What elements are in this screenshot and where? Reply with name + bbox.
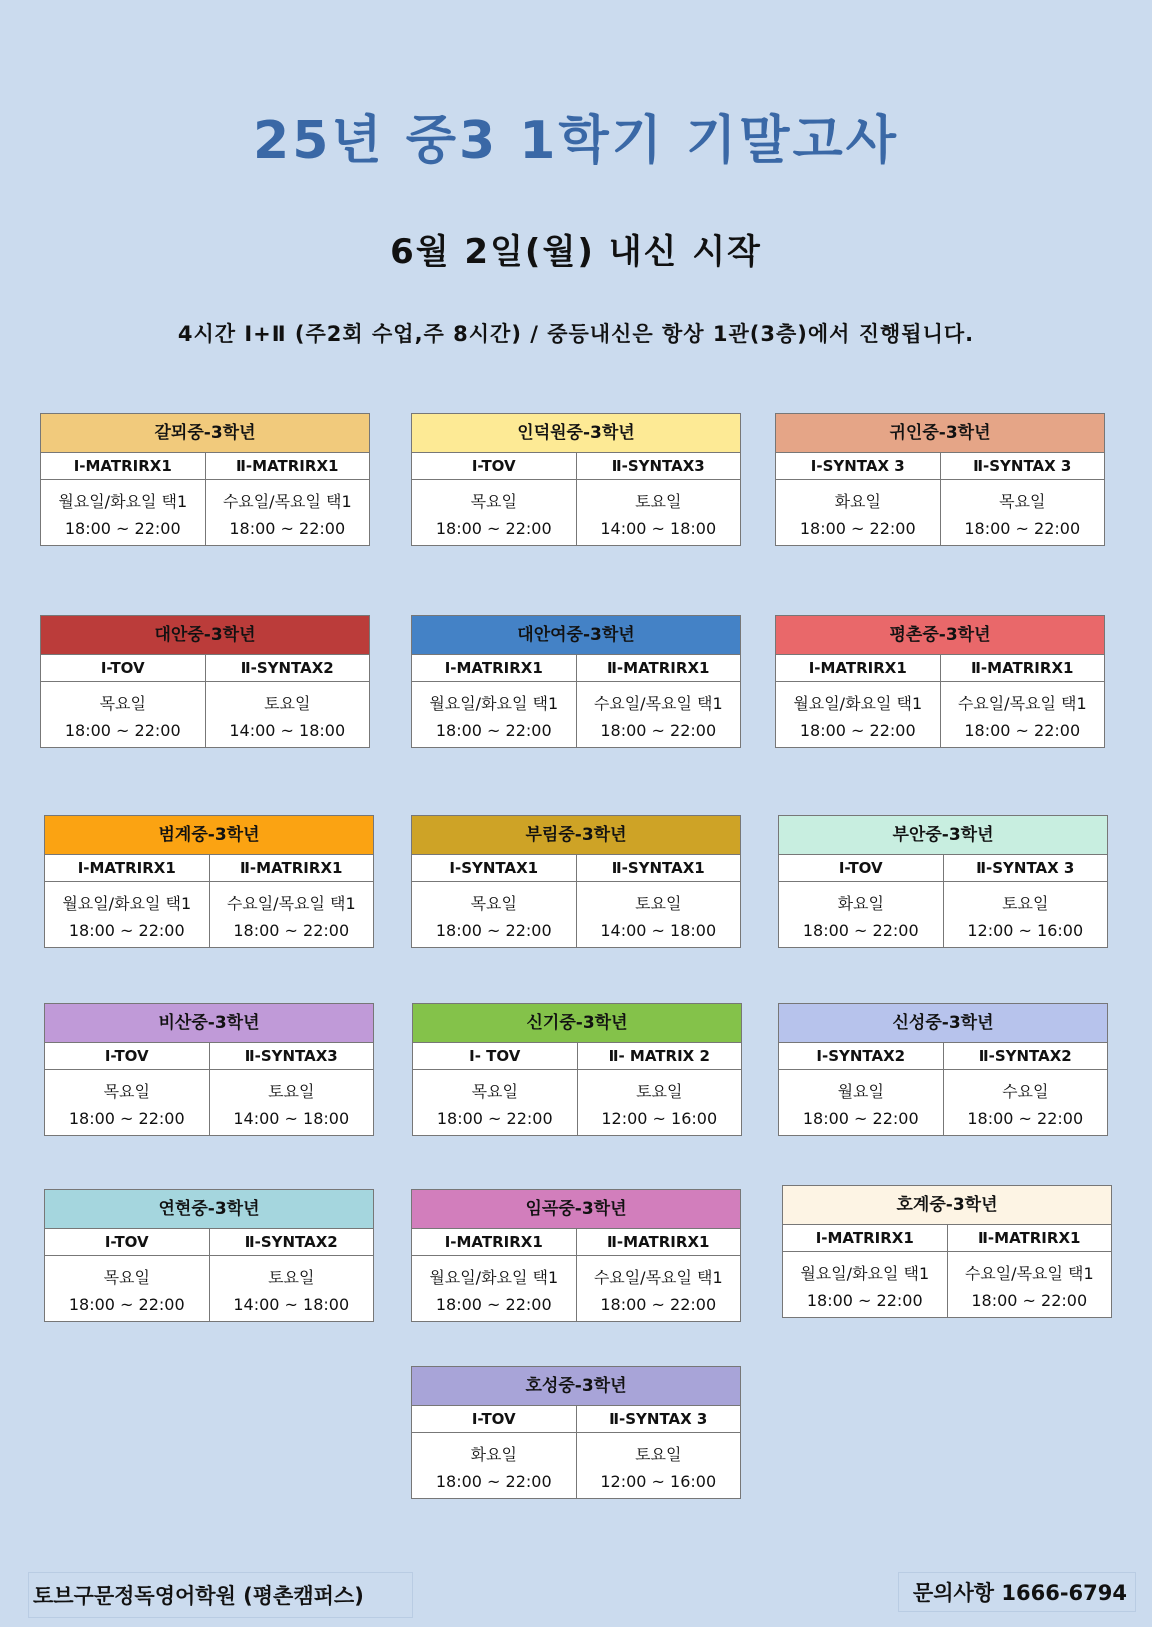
start-date: 6월 2일(월) 내신 시작 [390,232,762,272]
time-2: 12:00 ~ 16:00 [967,921,1084,940]
class-2: Ⅱ-SYNTAX2 [943,1043,1108,1070]
school-card [782,1185,1112,1318]
schedule-2 [205,480,370,545]
schedule-1 [45,882,209,947]
school-card [775,413,1105,546]
school-card [44,1003,374,1136]
schedule-2 [943,1070,1108,1135]
time-2: 18:00 ~ 22:00 [600,1295,717,1314]
schedule-1 [779,882,943,947]
class-2: Ⅱ-SYNTAX 3 [576,1406,741,1433]
time-2: 18:00 ~ 22:00 [600,721,717,740]
day-1: 월요일/화요일 택1 [58,492,188,511]
class-2: Ⅱ-SYNTAX3 [209,1043,374,1070]
day-1: 목요일 [470,894,517,913]
day-1: 월요일 [837,1082,884,1101]
class-1: Ⅰ-TOV [412,1406,576,1433]
day-1: 월요일/화요일 택1 [793,694,923,713]
day-1: 월요일/화요일 택1 [429,1268,559,1287]
academy-name: 토브구문정독영어학원 (평촌캠퍼스) [28,1572,413,1618]
schedule-2 [576,480,741,545]
school-name: 신성중-3학년 [779,1004,1107,1043]
time-1: 18:00 ~ 22:00 [68,921,185,940]
class-1: Ⅰ-MATRIRX1 [45,855,209,882]
day-2: 토요일 [635,1445,682,1464]
class-1: Ⅰ-SYNTAX1 [412,855,576,882]
day-1: 월요일/화요일 택1 [62,894,192,913]
time-1: 18:00 ~ 22:00 [435,1295,552,1314]
school-card [411,1189,741,1322]
day-1: 목요일 [470,492,517,511]
class-1: Ⅰ-MATRIRX1 [783,1225,947,1252]
schedule-2 [576,1433,741,1498]
school-card [411,1366,741,1499]
school-card [778,1003,1108,1136]
class-2: Ⅱ- MATRIX 2 [577,1043,742,1070]
class-1: Ⅰ-TOV [412,453,576,480]
schedule-1 [412,882,576,947]
schedule-1 [412,1433,576,1498]
class-1: Ⅰ-SYNTAX 3 [776,453,940,480]
day-2: 수요일/목요일 택1 [593,694,723,713]
schedule-2 [577,1070,742,1135]
class-2: Ⅱ-MATRIRX1 [576,1229,741,1256]
time-1: 18:00 ~ 22:00 [435,1472,552,1491]
class-1: Ⅰ-MATRIRX1 [776,655,940,682]
schedule-1 [41,682,205,747]
day-1: 목요일 [103,1082,150,1101]
time-2: 18:00 ~ 22:00 [964,721,1081,740]
class-1: Ⅰ- TOV [413,1043,577,1070]
time-1: 18:00 ~ 22:00 [806,1291,923,1310]
class-2: Ⅱ-SYNTAX2 [209,1229,374,1256]
day-1: 화요일 [834,492,881,511]
day-2: 토요일 [636,1082,683,1101]
class-2: Ⅱ-SYNTAX2 [205,655,370,682]
contact-info: 문의사항 1666-6794 [898,1572,1136,1612]
schedule-2 [576,682,741,747]
day-1: 목요일 [471,1082,518,1101]
day-1: 월요일/화요일 택1 [800,1264,930,1283]
class-2: Ⅱ-SYNTAX3 [576,453,741,480]
time-2: 14:00 ~ 18:00 [600,921,717,940]
class-1: Ⅰ-TOV [779,855,943,882]
schedule-2 [576,882,741,947]
school-card [44,1189,374,1322]
time-1: 18:00 ~ 22:00 [435,921,552,940]
time-2: 14:00 ~ 18:00 [600,519,717,538]
schedule-2 [947,1252,1112,1317]
day-2: 수요일/목요일 택1 [222,492,352,511]
class-1: Ⅰ-TOV [45,1229,209,1256]
school-card [412,1003,742,1136]
day-1: 화요일 [470,1445,517,1464]
schedule-1 [413,1070,577,1135]
time-2: 12:00 ~ 16:00 [600,1472,717,1491]
day-2: 토요일 [1002,894,1049,913]
time-2: 18:00 ~ 22:00 [233,921,350,940]
school-name: 연현중-3학년 [45,1190,373,1229]
time-2: 18:00 ~ 22:00 [229,519,346,538]
school-name: 임곡중-3학년 [412,1190,740,1229]
class-1: Ⅰ-SYNTAX2 [779,1043,943,1070]
school-name: 부림중-3학년 [412,816,740,855]
time-2: 14:00 ~ 18:00 [229,721,346,740]
day-1: 목요일 [103,1268,150,1287]
day-2: 수요일/목요일 택1 [593,1268,723,1287]
day-2: 수요일/목요일 택1 [964,1264,1094,1283]
school-name: 부안중-3학년 [779,816,1107,855]
time-2: 14:00 ~ 18:00 [233,1295,350,1314]
schedule-2 [209,1256,374,1321]
time-2: 18:00 ~ 22:00 [967,1109,1084,1128]
class-2: Ⅱ-SYNTAX 3 [943,855,1108,882]
class-1: Ⅰ-MATRIRX1 [412,1229,576,1256]
class-2: Ⅱ-MATRIRX1 [209,855,374,882]
day-2: 토요일 [268,1082,315,1101]
schedule-1 [776,682,940,747]
class-1: Ⅰ-MATRIRX1 [41,453,205,480]
schedule-1 [412,1256,576,1321]
time-1: 18:00 ~ 22:00 [68,1295,185,1314]
school-name: 귀인중-3학년 [776,414,1104,453]
time-2: 18:00 ~ 22:00 [964,519,1081,538]
page-title: 25년 중3 1학기 기말고사 [253,111,899,171]
schedule-2 [940,480,1105,545]
school-card [778,815,1108,948]
day-2: 수요일 [1002,1082,1049,1101]
school-name: 갈뫼중-3학년 [41,414,369,453]
class-2: Ⅱ-MATRIRX1 [940,655,1105,682]
time-2: 18:00 ~ 22:00 [971,1291,1088,1310]
school-card [411,413,741,546]
class-2: Ⅱ-MATRIRX1 [205,453,370,480]
day-1: 월요일/화요일 택1 [429,694,559,713]
class-2: Ⅱ-MATRIRX1 [947,1225,1112,1252]
schedule-2 [943,882,1108,947]
school-card [411,815,741,948]
school-name: 범계중-3학년 [45,816,373,855]
school-name: 신기중-3학년 [413,1004,741,1043]
schedule-2 [205,682,370,747]
class-2: Ⅱ-SYNTAX1 [576,855,741,882]
school-card [44,815,374,948]
schedule-2 [576,1256,741,1321]
time-1: 18:00 ~ 22:00 [64,519,181,538]
schedule-1 [779,1070,943,1135]
time-1: 18:00 ~ 22:00 [64,721,181,740]
day-2: 수요일/목요일 택1 [957,694,1087,713]
day-1: 목요일 [99,694,146,713]
school-name: 호계중-3학년 [783,1186,1111,1225]
class-2: Ⅱ-MATRIRX1 [576,655,741,682]
schedule-2 [209,882,374,947]
schedule-1 [776,480,940,545]
day-1: 화요일 [837,894,884,913]
time-1: 18:00 ~ 22:00 [68,1109,185,1128]
time-1: 18:00 ~ 22:00 [435,721,552,740]
time-2: 12:00 ~ 16:00 [601,1109,718,1128]
schedule-1 [41,480,205,545]
time-1: 18:00 ~ 22:00 [799,721,916,740]
day-2: 토요일 [264,694,311,713]
schedule-1 [783,1252,947,1317]
day-2: 토요일 [268,1268,315,1287]
time-1: 18:00 ~ 22:00 [436,1109,553,1128]
time-2: 14:00 ~ 18:00 [233,1109,350,1128]
class-2: Ⅱ-SYNTAX 3 [940,453,1105,480]
schedule-1 [45,1256,209,1321]
school-name: 대안중-3학년 [41,616,369,655]
school-card [775,615,1105,748]
school-name: 비산중-3학년 [45,1004,373,1043]
day-2: 토요일 [635,894,682,913]
class-1: Ⅰ-TOV [41,655,205,682]
schedule-2 [940,682,1105,747]
time-1: 18:00 ~ 22:00 [802,921,919,940]
class-1: Ⅰ-MATRIRX1 [412,655,576,682]
day-2: 목요일 [999,492,1046,511]
day-2: 토요일 [635,492,682,511]
school-name: 호성중-3학년 [412,1367,740,1406]
school-name: 평촌중-3학년 [776,616,1104,655]
school-name: 대안여중-3학년 [412,616,740,655]
day-2: 수요일/목요일 택1 [226,894,356,913]
school-card [40,413,370,546]
schedule-2 [209,1070,374,1135]
school-card [40,615,370,748]
time-1: 18:00 ~ 22:00 [435,519,552,538]
school-card [411,615,741,748]
class-1: Ⅰ-TOV [45,1043,209,1070]
time-1: 18:00 ~ 22:00 [802,1109,919,1128]
time-1: 18:00 ~ 22:00 [799,519,916,538]
schedule-1 [412,480,576,545]
schedule-1 [45,1070,209,1135]
class-notice: 4시간 Ⅰ+Ⅱ (주2회 수업,주 8시간) / 중등내신은 항상 1관(3층)에서 진행됩니다. [177,322,975,346]
schedule-1 [412,682,576,747]
school-name: 인덕원중-3학년 [412,414,740,453]
